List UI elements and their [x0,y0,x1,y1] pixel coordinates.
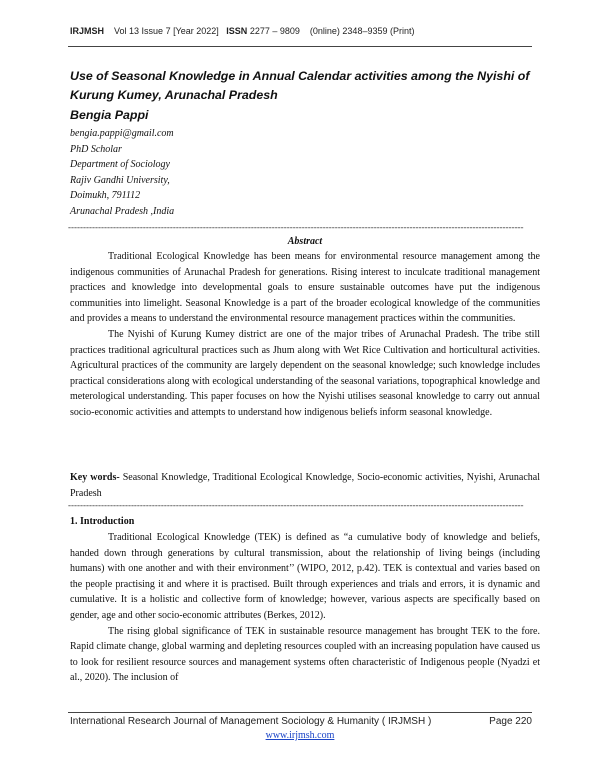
header-rule [68,46,532,47]
running-header [70,26,540,36]
separator-dashes: -------------------------------------------------------------------------------------------------------------------------------------------------------- [68,222,524,232]
section-paragraph: The rising global significance of TEK in sustainable resource management has brought TEK to the fore. Rapid climate change, global warming and depleting resources coupled with an increasing population have caused us to look for resilient resource sources and management systems often characteristic of Indigenous people (Nyadzi et al., 2020). The inclusion of [70,625,540,684]
page-number: Page 220 [489,716,532,727]
abstract-paragraph: The Nyishi of Kurung Kumey district are one of the major tribes of Arunachal Pradesh. The tribe still practices traditional agricultural practices such as Jhum along with Wet Rice Cultivation and horticultural activities. Agricultural practices of the community are largely dependent on the seasonal knowledge; such knowledge includes practical considerations along with ecological understanding of the seasonal variations, topographical knowledge and meterological understanding. This paper focuses on how the Nyishi utilises seasonal knowledge to carry out annual socio-economic activities and attempts to understand how indigenous beliefs inform seasonal knowledge. [70,328,540,418]
issn-number: 2277 – 9809 [249,26,300,36]
section-paragraph: Traditional Ecological Knowledge (TEK) is defined as “a cumulative body of knowledge and beliefs, handed down through generations by cultural transmission, about the relationship of living beings (including humans) with one another and with their environment’’ (WIPO, 2012, p.42). TEK is contextual and varies based on the people practising it and where it is practised. Built through experiences and trials and errors, it is dynamic and cumulative. It is a holistic and collective form of knowledge; however, various aspects are specifically based on gender, age and other socio-economic attributes (Berkes, 2012). [70,532,540,621]
abstract-body [70,249,540,421]
keywords [70,470,540,501]
abstract-paragraph: Traditional Ecological Knowledge has been means for environmental resource management among the indigenous communities of Arunachal Pradesh for generations. Rising interest to inculcate traditional management practices and knowledge into developmental goals to ensure sustainable outcomes have put the indigenous communities into limelight. Seasonal Knowledge is a part of the broader ecological knowledge of the communities and provides a means to understand the environmental resource management practices within the communities. [70,251,540,325]
volume-info: Vol 13 Issue 7 [Year 2022] [114,26,219,36]
footer-rule [68,712,532,713]
issn-label: ISSN [226,26,248,36]
online-issn: (0nline) 2348–9359 (Print) [309,26,415,36]
author-affiliation [70,126,174,220]
author-name: Bengia Pappi [70,108,149,122]
author-state: Arunachal Pradesh ,India [70,205,175,217]
footer-journal-name: International Research Journal of Management Sociology & Humanity ( IRJMSH ) [70,716,432,727]
author-role: PhD Scholar [70,143,122,155]
author-city: Doimukh, 791112 [70,190,141,202]
section-heading: 1. Introduction [70,516,135,527]
keywords-text: Seasonal Knowledge, Traditional Ecological Knowledge, Socio-economic activities, Nyishi, Arunachal Pradesh [70,472,540,499]
page-footer [70,716,532,727]
abstract-heading: Abstract [287,236,323,247]
author-email[interactable]: bengia.pappi@gmail.com [70,128,174,139]
separator-dashes: -------------------------------------------------------------------------------------------------------------------------------------------------------- [68,500,524,510]
author-department: Department of Sociology [70,159,170,171]
keywords-label: Key words- [70,472,120,483]
journal-abbrev: IRJMSH [70,26,105,36]
paper-title: Use of Seasonal Knowledge in Annual Calendar activities among the Nyishi of Kurung Kumey, Arunachal Pradesh [70,69,530,102]
section-body [70,530,540,686]
author-university: Rajiv Gandhi University, [70,174,170,186]
website-link[interactable]: www.irjmsh.com [265,730,335,741]
